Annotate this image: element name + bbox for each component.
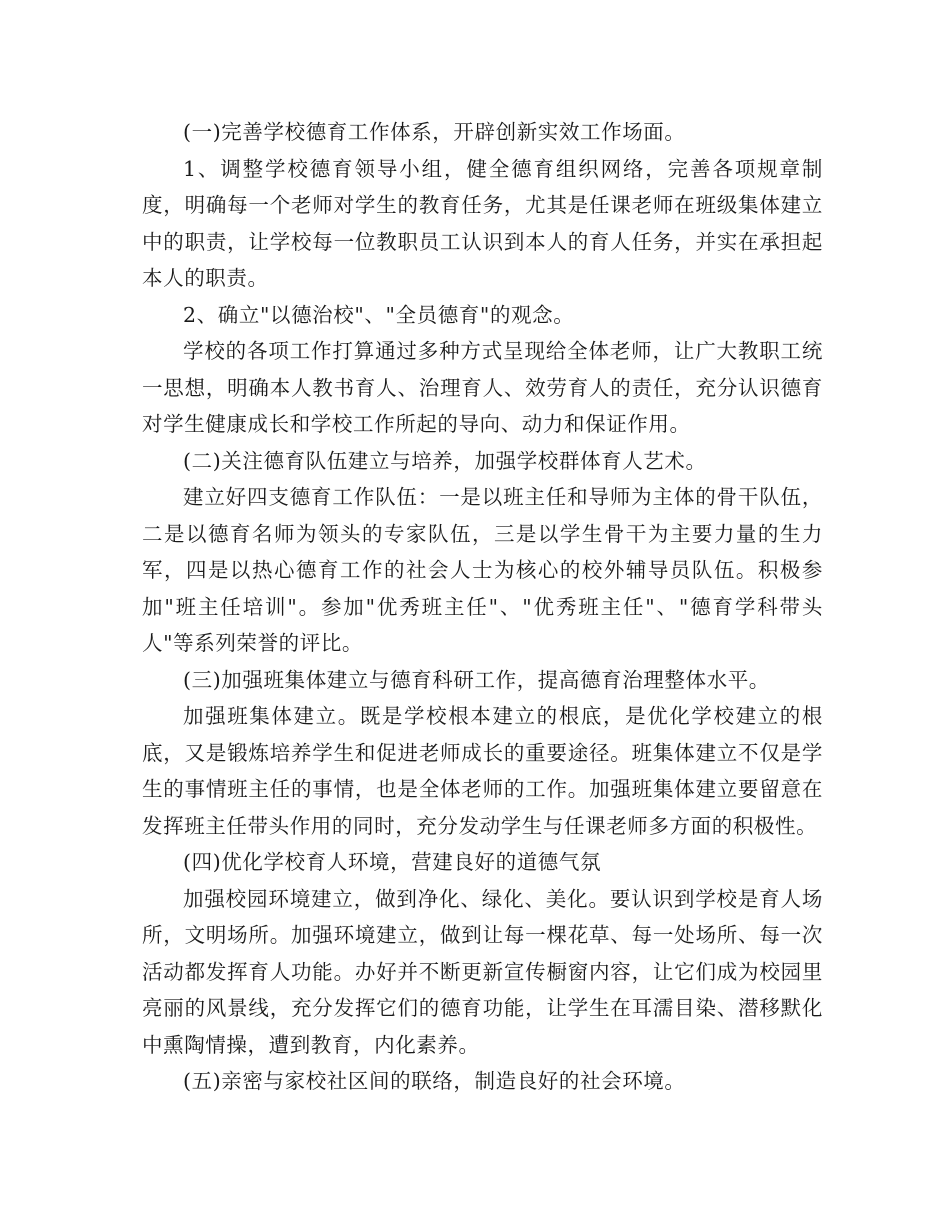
section-heading-4: (四)优化学校育人环境，营建良好的道德气氛: [183, 850, 602, 874]
body-paragraph-3: 学校的各项工作打算通过多种方式呈现给全体老师，让广大教职工统一思想，明确本人教书育人、治理育人、效劳育人的责任，充分认识德育对学生健康成长和学校工作所起的导向、动力和保证作用。: [142, 339, 823, 436]
body-paragraph-4: 建立好四支德育工作队伍：一是以班主任和导师为主体的骨干队伍，二是以德育名师为领头的专家队伍，三是以学生骨干为主要力量的生力军，四是以热心德育工作的社会人士为核心的校外辅导员队伍。积极参加"班主任培训"。参加"优秀班主任"、"优秀班主任"、"德育学科带头人"等系列荣誉的评比。: [142, 485, 823, 655]
section-heading-3: (三)加强班集体建立与德育科研工作，提高德育治理整体水平。: [183, 667, 770, 692]
document-page: [142, 114, 823, 1100]
body-paragraph-2: 2、确立"以德治校"、"全员德育"的观念。: [183, 302, 575, 327]
section-heading-2: (二)关注德育队伍建立与培养，加强学校群体育人艺术。: [183, 448, 707, 473]
section-heading-5: (五)亲密与家校社区间的联络，制造良好的社会环境。: [183, 1069, 686, 1093]
body-paragraph-1: 1、调整学校德育领导小组，健全德育组织网络，完善各项规章制度，明确每一个老师对学生的教育任务，尤其是任课老师在班级集体建立中的职责，让学校每一位教职员工认识到本人的育人任务，并实在承担起本人的职责。: [142, 156, 823, 290]
section-heading-1: (一)完善学校德育工作体系，开辟创新实效工作场面。: [183, 120, 686, 144]
body-paragraph-6: 加强校园环境建立，做到净化、绿化、美化。要认识到学校是育人场所，文明场所。加强环境建立，做到让每一棵花草、每一处场所、每一次活动都发挥育人功能。办好并不断更新宣传橱窗内容，让它们成为校园里亮丽的风景线，充分发挥它们的德育功能，让学生在耳濡目染、潜移默化中熏陶情操，遭到教育，内化素养。: [142, 886, 823, 1057]
body-paragraph-5: 加强班集体建立。既是学校根本建立的根底，是优化学校建立的根底，又是锻炼培养学生和促进老师成长的重要途径。班集体建立不仅是学生的事情班主任的事情，也是全体老师的工作。加强班集体建立要留意在发挥班主任带头作用的同时，充分发动学生与任课老师多方面的积极性。: [142, 704, 823, 838]
